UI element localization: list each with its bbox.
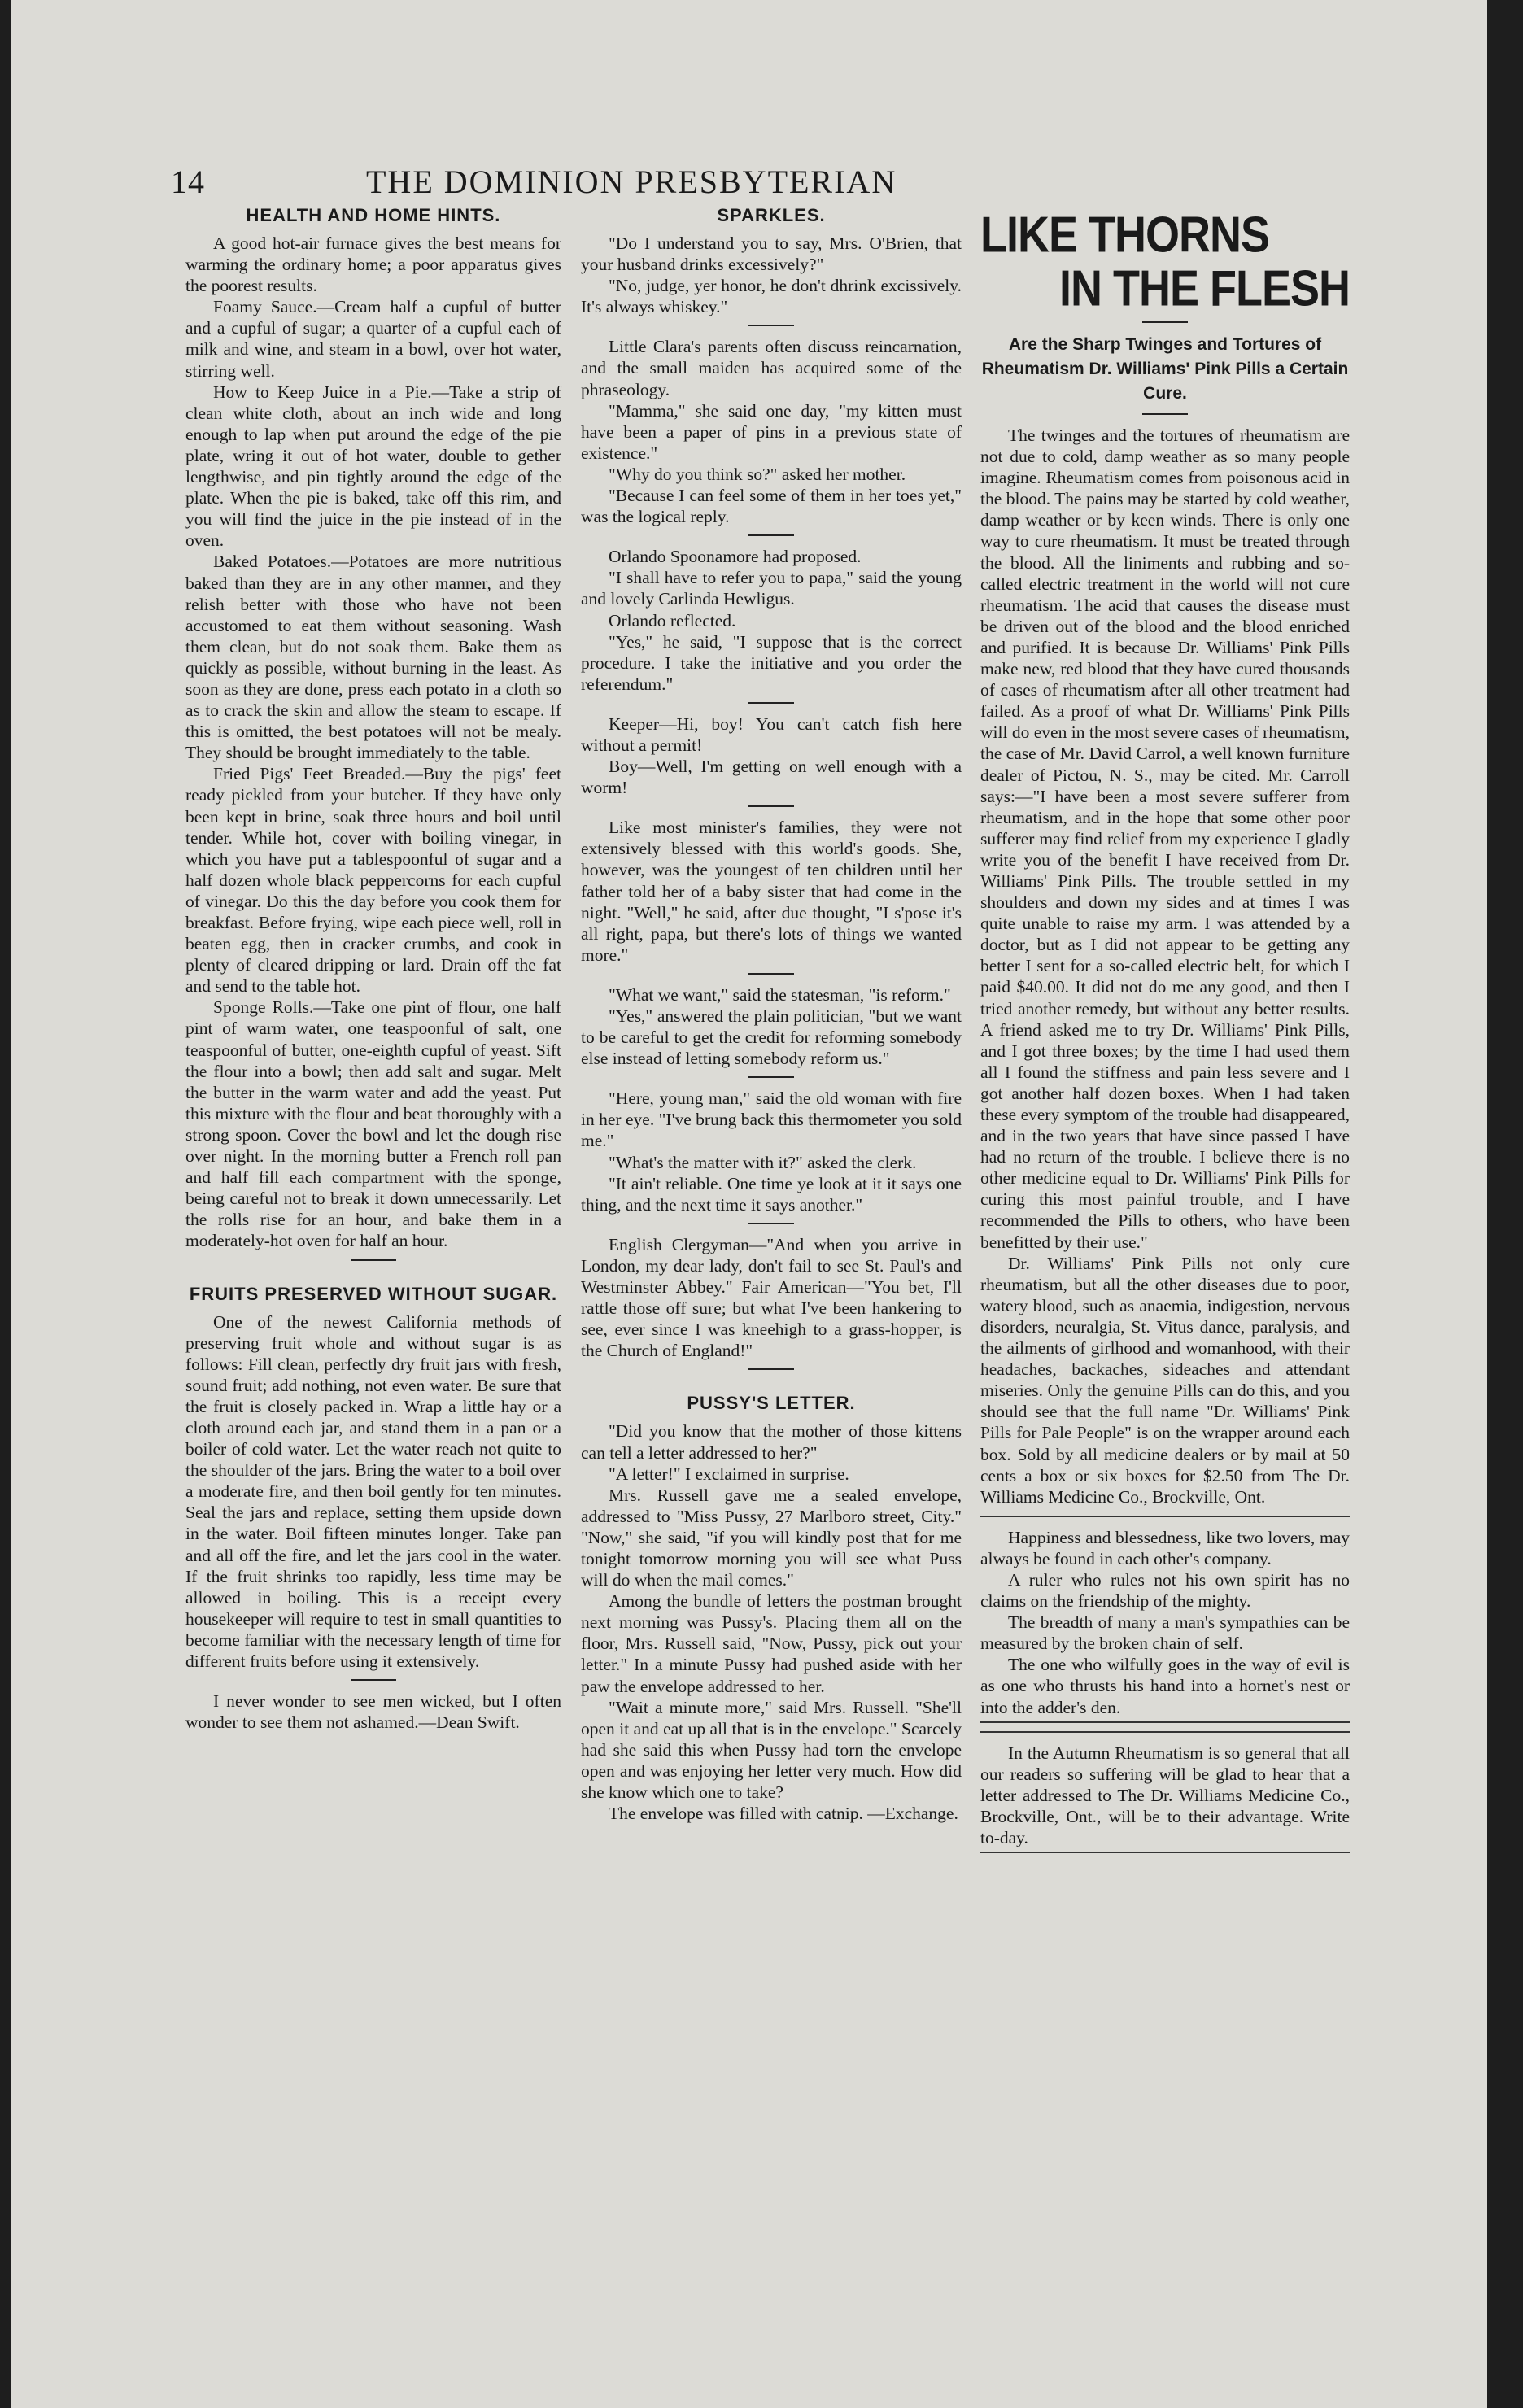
joke — [581, 984, 962, 1069]
paragraph: "Did you know that the mother of those kittens can tell a letter addressed to her?" — [581, 1421, 962, 1463]
column-health-hints — [185, 203, 561, 1733]
section-heading: PUSSY'S LETTER. — [687, 1393, 856, 1414]
paragraph: Mrs. Russell gave me a sealed envelope, addressed to "Miss Pussy, 27 Marlboro street, City." "Now," she said, "if you will kindly post that for me tonight tomorrow morning you will see what Puss will do when the mail comes." — [581, 1485, 962, 1590]
divider — [351, 1259, 396, 1261]
divider — [748, 534, 794, 536]
newspaper-page — [11, 0, 1487, 2408]
paragraph: Like most minister's families, they were not extensively blessed with this world's goods. She, however, was the youngest of ten children until her father told her of a baby sister that had come in the night. "Well," he said, after due thought, "I s'pose it's all right, papa, but there's lots of things we wanted more." — [581, 818, 962, 965]
paragraph: "Yes," answered the plain politician, "but we want to be careful to get the credit for reforming somebody else instead of letting somebody reform us." — [581, 1006, 962, 1069]
paragraph: How to Keep Juice in a Pie.—Take a strip of clean white cloth, about an inch wide and long enough to lap when put around the edge of the pie plate, wring it out of hot water, double to gether lengthwise, and pin tightly around the edge of the plate. When the pie is baked, take off this rim, and you will find the juice in the pie instead of in the oven. — [185, 382, 561, 551]
notice: In the Autumn Rheumatism is so general that all our readers so suffering will be glad to hear that a letter addressed to The Dr. Williams Medicine Co., Brockville, Ont., will be to their advantage. Write to-day. — [980, 1743, 1350, 1847]
paragraph: A ruler who rules not his own spirit has no claims on the friendship of the mighty. — [980, 1569, 1350, 1612]
ad-headline-line2: IN THE FLESH — [1058, 260, 1350, 317]
joke — [581, 817, 962, 966]
paragraph: English Clergyman—"And when you arrive in London, my dear lady, don't fail to see St. Paul's and Westminster Abbey." Fair American—"You bet, I'll rattle those off sure; but what I've been hankering to see, ever since I was kneehigh to a grass-hopper, is the Church of England!" — [581, 1234, 962, 1361]
paragraph: "No, judge, yer honor, he don't dhrink excissively. It's always whiskey." — [581, 276, 962, 317]
section-heading: SPARKLES. — [717, 205, 826, 225]
paragraph: Happiness and blessedness, like two lovers, may always be found in each other's company. — [980, 1527, 1350, 1568]
paragraph: The envelope was filled with catnip. —Exchange. — [609, 1804, 958, 1824]
paragraph: "Do I understand you to say, Mrs. O'Brien, that your husband drinks excessively?" — [581, 233, 962, 275]
paragraph: "A letter!" I exclaimed in surprise. — [609, 1464, 849, 1484]
page-number: 14 — [171, 164, 205, 200]
divider — [748, 1223, 794, 1224]
paragraph: Sponge Rolls.—Take one pint of flour, one half pint of warm water, one teaspoonful of salt, one teaspoonful of butter, one-eighth cupful of yeast. Sift the flour into a bowl; then add salt and sugar. Melt the butter in the warm water and add the yeast. Put this mixture with the flour and beat thoroughly with a strong spoon. Cover the bowl and let the dough rise over night. In the morning butter a French roll pan and half fill each compartment with the sponge, being careful not to break it down unnecessarily. Let the rolls rise for an hour, and bake them in a moderately-hot oven for half an hour. — [185, 997, 561, 1251]
joke — [581, 336, 962, 527]
masthead-title: THE DOMINION PRESBYTERIAN — [366, 164, 897, 200]
section-heading: HEALTH AND HOME HINTS. — [246, 205, 501, 225]
divider — [748, 1076, 794, 1078]
paragraph: Fried Pigs' Feet Breaded.—Buy the pigs' feet ready pickled from your butcher. If they have only been kept in brine, soak three hours and boil until tender. While hot, cover with boiling vinegar, in which you have put a tablespoonful of sugar and a half dozen whole black peppercorns for each cupful of vinegar. Do this the day before you cook them for breakfast. Before frying, wipe each piece well, roll in beaten egg, then in cracker crumbs, and cook in plenty of cleared dripping or lard. Drain off the fat and send to the table hot. — [185, 764, 561, 997]
article-body — [185, 233, 561, 1252]
paragraph: Little Clara's parents often discuss reincarnation, and the small maiden has acquired some of the phraseology. — [581, 337, 962, 399]
column-sparkles — [581, 203, 962, 1824]
paragraph: Boy—Well, I'm getting on well enough with a worm! — [581, 757, 962, 798]
paragraph: The breadth of many a man's sympathies can be measured by the broken chain of self. — [980, 1612, 1350, 1654]
joke — [581, 1088, 962, 1215]
paragraph: "Why do you think so?" asked her mother. — [609, 464, 906, 484]
divider — [748, 805, 794, 807]
divider — [748, 973, 794, 975]
divider — [748, 702, 794, 704]
divider — [1142, 321, 1188, 323]
joke — [581, 546, 962, 695]
paragraph: "What's the matter with it?" asked the clerk. — [609, 1152, 917, 1172]
paragraph: Keeper—Hi, boy! You can't catch fish here without a permit! — [581, 713, 962, 755]
notice-box — [980, 1731, 1350, 1853]
article-body — [185, 1311, 561, 1673]
joke — [581, 233, 962, 317]
paragraph: "It ain't reliable. One time ye look at it it says one thing, and the next time it says another." — [581, 1173, 962, 1215]
paragraph: The one who wilfully goes in the way of evil is as one who thrusts his hand into a hornet's nest or into the adder's den. — [980, 1655, 1350, 1717]
paragraph: The twinges and the tortures of rheumatism are not due to cold, damp weather as so many people imagine. Rheumatism comes from poisonous acid in the blood. The pains may be started by cold weather, damp weather or by keen winds. There is only one way to cure rheumatism. It must be treated through the blood. All the liniments and rubbing and so-called electric treatment in the world will not cure rheumatism. The acid that causes the disease must be driven out of the blood and the blood enriched and purified. It is because Dr. Williams' Pink Pills make new, red blood that they have cured thousands of cases of rheumatism after all other treatment had failed. As a proof of what Dr. Williams' Pink Pills will do even in the most severe cases of rheumatism, the case of Mr. David Carrol, a well known furniture dealer of Pictou, N. S., may be cited. Mr. Carroll says:—"I have been a most severe sufferer from rheumatism, and in the hope that some other poor sufferer may find relief from my experience I gladly write you of the benefit I have received from Dr. Williams' Pink Pills. The trouble settled in my shoulders and down my sides and at times I was quite unable to raise my arm. I was attended by a doctor, but as I did not appear to be getting any better I sent for a so-called electric belt, for which I paid $40.00. It did not do me any good, and then I tried another remedy, but without any better results. A friend asked me to try Dr. Williams' Pink Pills, and I got three boxes; by the time I had used them all I found the stiffness and pain less severe and I got another half dozen boxes. When I had taken these every symptom of the trouble had disappeared, and in the two years that have since passed I have had no return of the trouble. I believe there is no other medicine equal to Dr. Williams' Pink Pills for curing this most painful trouble, and I have recommended the Pills to others, who have been benefitted by their use." — [980, 425, 1350, 1252]
ad-headline-line1: LIKE THORNS — [980, 207, 1270, 264]
ad-body — [980, 425, 1350, 1507]
paragraph: "Here, young man," said the old woman with fire in her eye. "I've brung back this thermometer you sold me." — [581, 1088, 962, 1151]
paragraph: "Mamma," she said one day, "my kitten must have been a paper of pins in a previous state of existence." — [581, 400, 962, 463]
paragraph: Dr. Williams' Pink Pills not only cure rheumatism, but all the other diseases due to poor, watery blood, such as anaemia, indigestion, nervous disorders, neuralgia, St. Vitus dance, paralysis, and the ailments of girlhood and womanhood, with their headaches, backaches, sideaches and attendant miseries. Only the genuine Pills can do this, and you should see that the full name "Dr. Williams' Pink Pills for Pale People" is on the wrapper around each box. Sold by all medicine dealers or by mail at 50 cents a box or six boxes for $2.50 from The Dr. Williams Medicine Co., Brockville, Ont. — [980, 1253, 1350, 1507]
joke — [581, 713, 962, 798]
paragraph: Among the bundle of letters the postman brought next morning was Pussy's. Placing them all on the floor, Mrs. Russell said, "Now, Pussy, pick out your letter." In a minute Pussy had pushed aside with her paw the envelope addressed to her. — [581, 1591, 962, 1696]
paragraph: A good hot-air furnace gives the best means for warming the ordinary home; a poor apparatus gives the poorest results. — [185, 233, 561, 296]
divider — [748, 1368, 794, 1370]
fillers-box — [980, 1516, 1350, 1723]
article-body — [581, 1420, 962, 1824]
divider — [351, 1679, 396, 1681]
joke — [581, 1234, 962, 1362]
paragraph: Orlando reflected. — [609, 610, 736, 630]
section-heading: FRUITS PRESERVED WITHOUT SUGAR. — [189, 1283, 558, 1304]
paragraph: "What we want," said the statesman, "is reform." — [609, 984, 951, 1005]
paragraph: "Because I can feel some of them in her toes yet," was the logical reply. — [581, 486, 962, 527]
paragraph: Baked Potatoes.—Potatoes are more nutritious baked than they are in any other manner, and they relish better with those who have not been accustomed to eat them without seasoning. Wash them clean, but do not soak them. Bake them as quickly as possible, without burning in the least. As soon as they are done, press each potato in a cloth so as to crack the skin and allow the steam to escape. If this is omitted, the best potatoes will not be mealy. They should be brought immediately to the table. — [185, 552, 561, 763]
paragraph: "Yes," he said, "I suppose that is the correct procedure. I take the initiative and you order the referendum." — [581, 631, 962, 694]
divider — [748, 325, 794, 326]
column-advertisement — [980, 203, 1350, 1853]
paragraph: Foamy Sauce.—Cream half a cupful of butter and a cupful of sugar; a quarter of a cupful each of milk and wine, and steam in a bowl, over hot water, stirring well. — [185, 297, 561, 381]
paragraph: Orlando Spoonamore had proposed. — [609, 547, 862, 567]
quote: I never wonder to see men wicked, but I often wonder to see them not ashamed.—Dean Swift. — [185, 1691, 561, 1733]
ad-subheading: Are the Sharp Twinges and Tortures of Rheumatism Dr. Williams' Pink Pills a Certain Cure. — [981, 335, 1349, 403]
paragraph: "Wait a minute more," said Mrs. Russell. "She'll open it and eat up all that is in the envelope." Scarcely had she said this when Pussy had torn the envelope open and was enjoying her letter very much. How did she know which one to take? — [581, 1697, 962, 1802]
divider — [1142, 413, 1188, 415]
paragraph: One of the newest California methods of preserving fruit whole and without sugar is as follows: Fill clean, perfectly dry fruit jars with fresh, sound fruit; add nothing, not even water. Be sure that the fruit is closely packed in. Wrap a little hay or a cloth around each jar, and stand them in a pan or a boiler of cold water. Let the water reach not quite to the shoulder of the jars. Bring the water to a boil over a moderate fire, and then boil gently for ten minutes. Seal the jars and replace, setting them upside down in the water. Boil fifteen minutes longer. Take pan and all off the fire, and let the jars cool in the water. If the fruit shrinks too rapidly, less time may be allowed in boiling. This is a receipt every housekeeper will require to test in small quantities to become familiar with the necessary length of time for different fruits before using it extensively. — [185, 1311, 561, 1671]
paragraph: "I shall have to refer you to papa," said the young and lovely Carlinda Hewligus. — [581, 568, 962, 609]
